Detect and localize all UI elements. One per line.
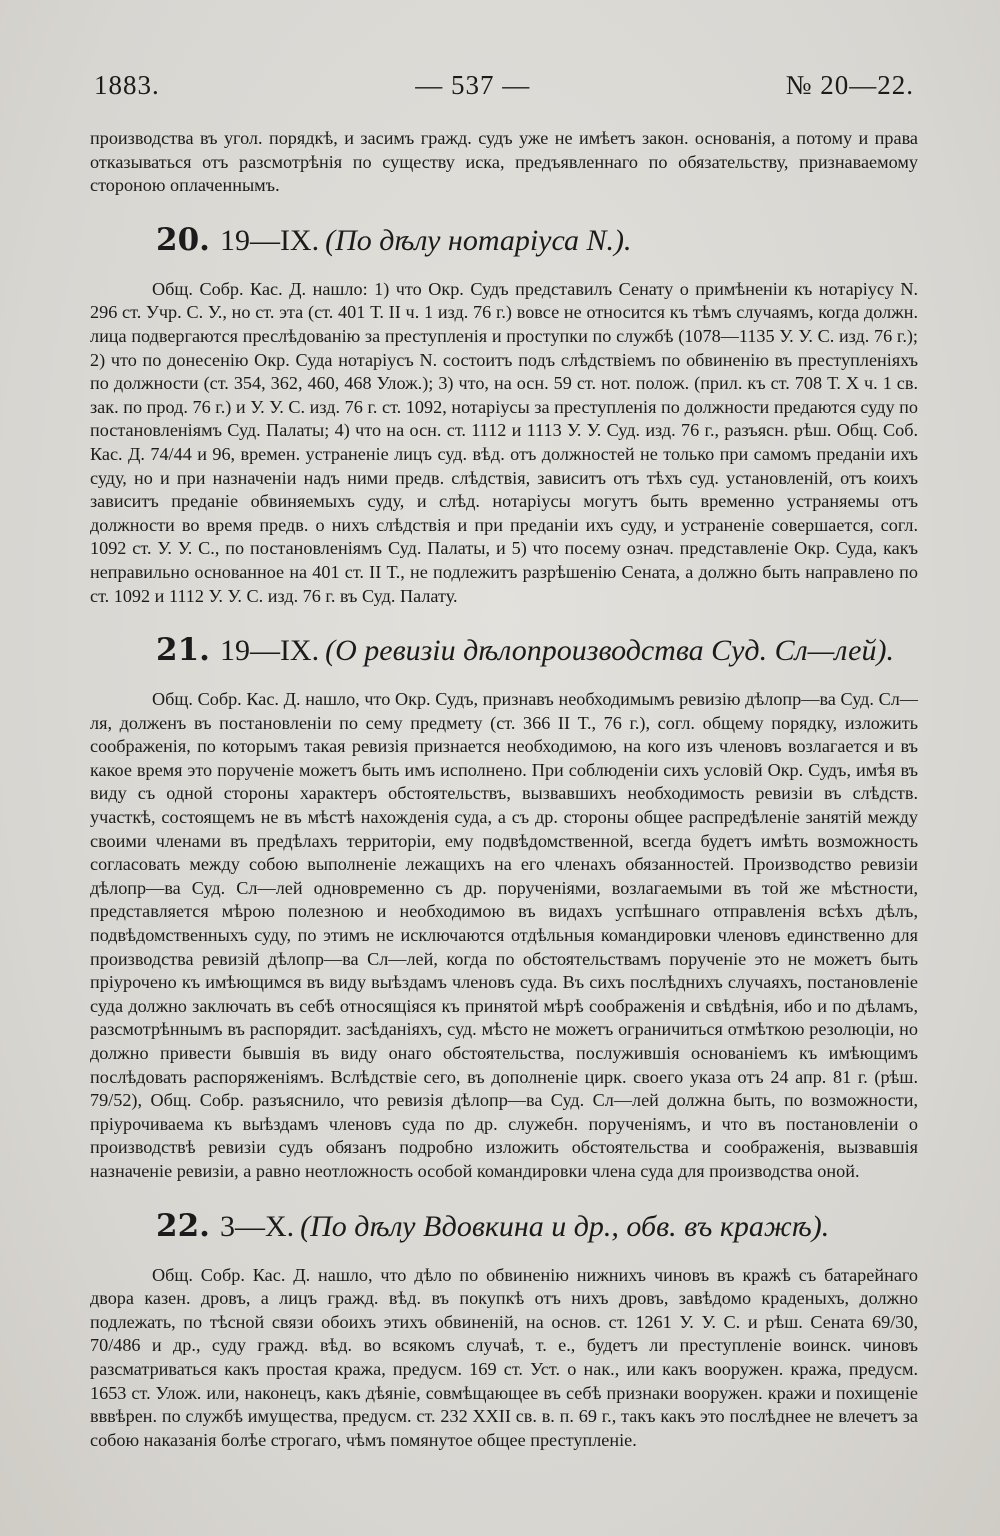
header-year: 1883. bbox=[94, 70, 160, 100]
section-date: 3—X. bbox=[219, 1209, 295, 1243]
section-body-20: Общ. Собр. Кас. Д. нашло: 1) что Окр. Судъ представилъ Сенату о примѣненіи къ нотаріусу N. 296 ст. Учр. С. У., но ст. эта (ст. 401 Т. II ч. 1 изд. 76 г.) вовсе не относится къ тѣмъ случаямъ, когда должн. лица подвергаются преслѣдованію за преступленія и проступки по службѣ (1078—1135 У. У. С. изд. 76 г.); 2) что по донесенію Окр. Суда нотаріусъ N. состоитъ подъ слѣдствіемъ по обвиненію въ преступленіяхъ по должности (ст. 354, 362, 460, 468 Улож.); 3) что, на осн. 59 ст. нот. полож. (прил. къ ст. 708 Т. X ч. 1 св. зак. по прод. 76 г.) и У. У. С. изд. 76 г. ст. 1092, нотаріусы за преступленія по должности предаются суду по постановленіямъ Суд. Палаты; 4) что на осн. ст. 1112 и 1113 У. У. Суд. изд. 76 г., разъясн. рѣш. Общ. Соб. Кас. Д. 74/44 и 96, времен. устраненіе лицъ суд. вѣд. отъ должностей не только при самомъ преданіи ихъ суду, но и при назначеніи надъ ними предв. слѣдствія, зависитъ отъ тѣхъ суд. установленій, отъ коихъ зависитъ преданіе обвиняемыхъ суду, и слѣд. нотаріусы могутъ быть временно устраняемы отъ должности во время предв. о нихъ слѣдствія и при преданіи ихъ суду, и устраненіе совершается, согл. 1092 ст. У. У. С., по постановленіямъ Суд. Палаты, и 5) что посему означ. представленіе Окр. Суда, какъ неправильно основанное на 401 ст. II Т., не подлежитъ разрѣшенію Сената, а должно быть направлено по ст. 1092 и 1112 У. У. С. изд. 76 г. въ Суд. Палату. bbox=[90, 278, 918, 606]
section-title: (О ревизіи дѣлопроизводства Суд. Сл—лей). bbox=[325, 634, 894, 668]
section-body-21: Общ. Собр. Кас. Д. нашло, что Окр. Судъ, признавъ необходимымъ ревизію дѣлопр—ва Суд. Сл—ля, долженъ въ постановленіи по сему предмету (ст. 366 II Т., 76 г.), согл. общему порядку, изложить соображенія, по которымъ такая ревизія признается необходимою, на кого изъ членовъ возлагается и въ какое время это порученіе можетъ быть имъ исполнено. При соблюденіи сихъ условій Окр. Судъ, имѣя въ виду съ одной стороны характеръ обстоятельствъ, вызвавшихъ необходимость ревизіи въ слѣдств. участкѣ, состоящемъ не въ мѣстѣ нахожденія суда, а съ др. стороны общее распредѣленіе занятій между своими членами въ предѣлахъ территоріи, ему подвѣдомственной, всегда будетъ имѣть возможность согласовать между собою выполненіе лежащихъ на его членахъ обязанностей. Производство ревизіи дѣлопр—ва Суд. Сл—лей одновременно съ др. порученіями, возлагаемыми въ той же мѣстности, представляется мѣрою полезною и необходимою въ видахъ успѣшнаго отправленія всѣхъ дѣлъ, подвѣдомственныхъ суду, по этимъ не исключаются отдѣльныя командировки членовъ единственно для производства ревизій дѣлопр—ва Сл—лей, когда по обстоятельствамъ порученіе это не можетъ быть пріурочено къ имѣющимся въ виду выѣздамъ членовъ суда. Въ сихъ послѣднихъ случаяхъ, постановленіе суда должно заключать въ себѣ относящіяся къ принятой мѣрѣ соображенія и свѣдѣнія, ибо и по дѣламъ, разсмотрѣннымъ въ распорядит. засѣданіяхъ, суд. мѣсто не можетъ ограничиться отмѣткою резолюціи, но должно привести бывшія въ виду онаго обстоятельства, послужившія основаніемъ къ имѣющимъ послѣдовать распоряженіямъ. Вслѣдствіе сего, въ дополненіе цирк. своего указа отъ 24 апр. 81 г. (рѣш. 79/52), Общ. Собр. разъяснило, что ревизія дѣлопр—ва Суд. Сл—лей должна быть, по возможности, пріурочиваема къ выѣздамъ членовъ суда по др. служебн. порученіямъ, и что въ постановленіи о производствѣ ревизіи судъ обязанъ подробно изложить обстоятельства и соображенія, вызвавшія назначеніе ревизіи, а равно неотложность особой командировки члена суда для производства оной. bbox=[90, 689, 918, 1181]
section-title: (По дѣлу нотаріуса N.). bbox=[325, 223, 632, 257]
section-number: 21. bbox=[156, 632, 210, 669]
section-date: 19—IX. bbox=[219, 223, 320, 257]
header-page-number: — 537 — bbox=[415, 70, 531, 100]
section-heading-20 bbox=[156, 222, 918, 258]
section-title: (По дѣлу Вдовкина и др., обв. въ кражѣ). bbox=[300, 1209, 830, 1243]
section-body-22: Общ. Собр. Кас. Д. нашло, что дѣло по обвиненію нижнихъ чиновъ въ кражѣ съ батарейнаго двора казен. дровъ, а лицъ гражд. вѣд. въ покупкѣ отъ нихъ дровъ, завѣдомо краденыхъ, должно подлежать, по тѣсной связи обоихъ этихъ обвиненій, на основ. ст. 1261 У. У. С. и рѣш. Сената 69/30, 70/486 и др., суду гражд. вѣд. во всякомъ случаѣ, т. е., будетъ ли преступленіе воинск. чиновъ разсматриваться какъ простая кража, предусм. 169 ст. Уст. о нак., или какъ вооружен. кража, предусм. 1653 ст. Улож. или, наконецъ, какъ дѣяніе, совмѣщающее въ себѣ признаки вооружен. кражи и похищеніе вввѣрен. по службѣ имущества, предусм. ст. 232 XXII св. в. п. 69 г., такъ какъ это послѣднее не влечетъ за собою наказанія болѣе строгаго, чѣмъ помянутое общее преступленіе. bbox=[90, 1264, 918, 1450]
intro-paragraph: производства въ угол. порядкѣ, и засимъ гражд. судъ уже не имѣетъ закон. основанія, а потому и права отказываться отъ разсмотрѣнія по существу иска, предъявленнаго по обязательству, признаваемому стороною оплаченнымъ. bbox=[90, 128, 918, 196]
section-number: 20. bbox=[156, 221, 210, 258]
section-heading-22 bbox=[156, 1208, 918, 1244]
page-header bbox=[90, 70, 918, 101]
header-issue-number: № 20—22. bbox=[785, 70, 914, 100]
section-number: 22. bbox=[156, 1207, 210, 1244]
section-heading-21 bbox=[156, 632, 918, 668]
section-date: 19—IX. bbox=[219, 634, 320, 668]
